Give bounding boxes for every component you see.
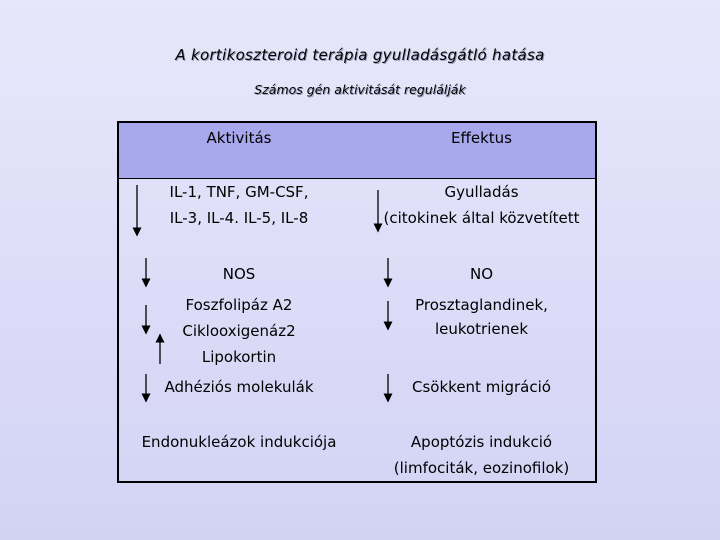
row2-activity: NOS: [222, 265, 256, 283]
row1-effect-line1: Gyulladás: [444, 183, 519, 201]
row5-activity: Endonukleázok indukciója: [141, 433, 337, 451]
row3-effect-line2: leukotrienek: [434, 320, 529, 338]
row4-activity: Adhéziós molekulák: [164, 378, 314, 396]
slide-subtitle: Számos gén aktivitását regulálják: [254, 82, 466, 97]
header-activity: Aktivitás: [206, 129, 272, 147]
row1-effect-line2: (citokinek által közvetített: [383, 209, 580, 227]
row1-activity-line2: IL-3, IL-4. IL-5, IL-8: [169, 209, 309, 227]
header-effect: Effektus: [451, 129, 512, 147]
slide-title: A kortikoszteroid terápia gyulladásgátló hatása: [175, 46, 545, 64]
row4-effect: Csökkent migráció: [412, 378, 551, 396]
row3-activity-line1: Foszfolipáz A2: [185, 296, 293, 314]
row3-effect-line1: Prosztaglandinek,: [415, 296, 548, 314]
activity-effect-table: [117, 121, 597, 483]
row1-activity-line1: IL-1, TNF, GM-CSF,: [169, 183, 309, 201]
row3-activity-line3: Lipokortin: [201, 348, 277, 366]
row2-effect: NO: [469, 265, 494, 283]
row5-effect-line2: (limfociták, eozinofilok): [393, 459, 570, 477]
row5-effect-line1: Apoptózis indukció: [410, 433, 553, 451]
row3-activity-line2: Ciklooxigenáz2: [182, 322, 296, 340]
